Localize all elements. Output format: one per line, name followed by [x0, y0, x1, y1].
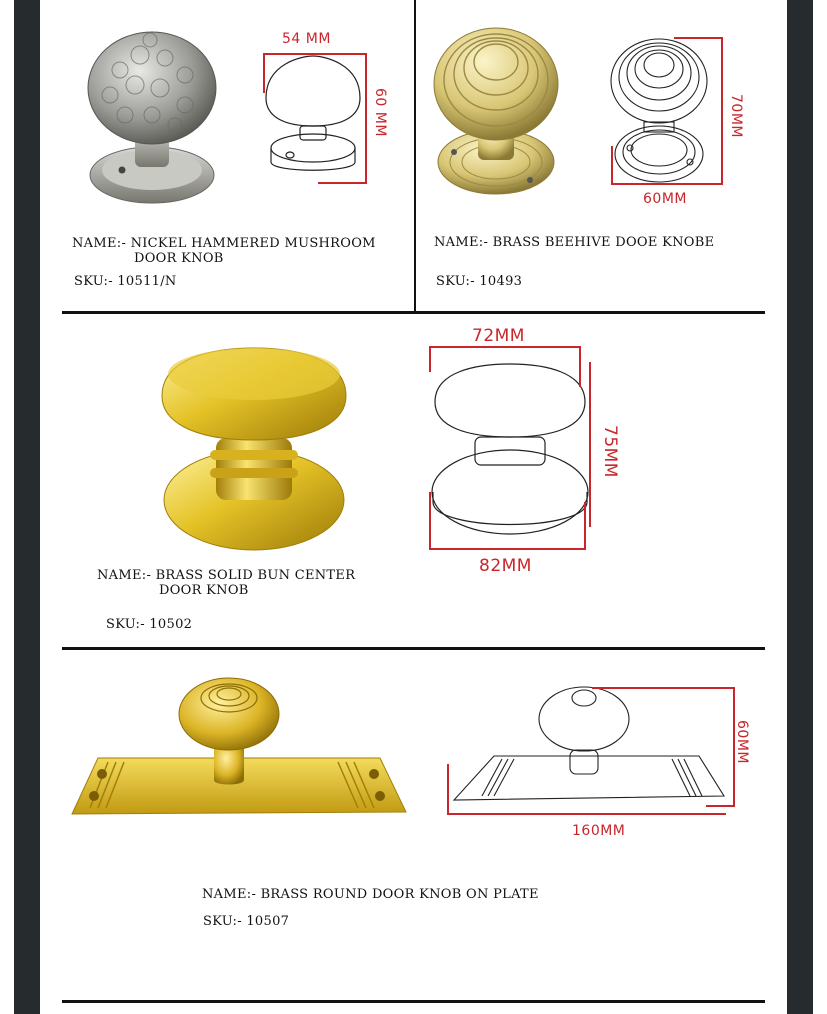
- brass-bun-knob-photo: [158, 340, 350, 555]
- column-divider: [414, 0, 416, 312]
- beehive-knob-dimension-drawing: [604, 34, 734, 194]
- section-divider: [62, 1000, 765, 1003]
- product-sku: SKU:- 10493: [436, 274, 523, 289]
- product-sku: SKU:- 10511/N: [74, 274, 177, 289]
- bun-knob-dimension-drawing: [425, 342, 600, 552]
- nickel-knob-dimension-drawing: [258, 48, 373, 188]
- dimension-height: 60MM: [734, 720, 750, 764]
- dimension-top-width: 72MM: [472, 326, 525, 346]
- dimension-width: 54 MM: [282, 31, 331, 47]
- dimension-width: 160MM: [572, 823, 626, 839]
- dimension-height: 75MM: [600, 425, 620, 478]
- section-divider: [62, 647, 765, 650]
- dimension-base-width: 82MM: [479, 556, 532, 576]
- product-sku: SKU:- 10507: [203, 914, 290, 929]
- product-name: NAME:- BRASS ROUND DOOR KNOB ON PLATE: [202, 887, 539, 902]
- product-name: NAME:- NICKEL HAMMERED MUSHROOM DOOR KNOB: [72, 236, 376, 266]
- brass-knob-on-plate-photo: [68, 676, 408, 821]
- section-divider: [62, 311, 765, 314]
- left-border: [14, 0, 40, 1014]
- brass-beehive-knob-photo: [430, 22, 562, 197]
- product-name: NAME:- BRASS BEEHIVE DOOE KNOBE: [434, 235, 715, 250]
- dimension-width: 60MM: [643, 191, 687, 207]
- product-name: NAME:- BRASS SOLID BUN CENTER DOOR KNOB: [97, 568, 356, 598]
- dimension-height: 70MM: [728, 94, 744, 138]
- plate-knob-dimension-drawing: [444, 684, 744, 819]
- right-border: [787, 0, 813, 1014]
- nickel-hammered-knob-photo: [80, 20, 225, 210]
- dimension-height: 60 MM: [372, 88, 388, 137]
- product-sku: SKU:- 10502: [106, 617, 193, 632]
